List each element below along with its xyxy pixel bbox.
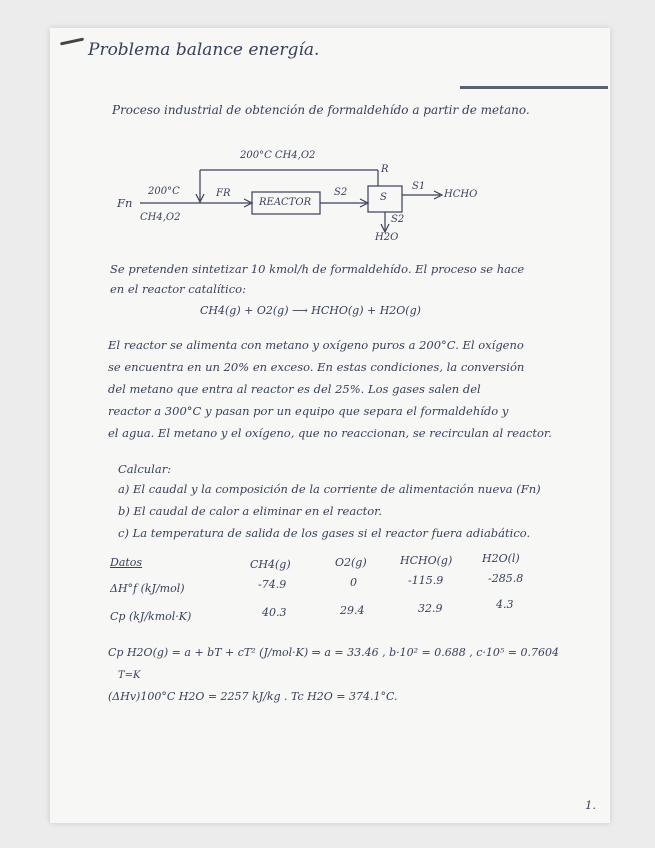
- table-value: 4.3: [496, 598, 514, 611]
- water-stream-label: S2: [391, 214, 405, 225]
- question-a: a) El caudal y la composición de la corriente de alimentación nueva (Fn): [118, 482, 541, 496]
- paragraph2-line5: el agua. El metano y el oxígeno, que no reaccionan, se recirculan al reactor.: [108, 426, 552, 440]
- cp-equation: Cp H2O(g) = a + bT + cT² (J/mol·K) ⇒ a = 33.46 , b·10² = 0.688 , c·10⁵ = 0.7604: [108, 646, 559, 659]
- paragraph1-line2: en el reactor catalítico:: [110, 282, 246, 296]
- table-value: 40.3: [262, 606, 287, 619]
- paragraph2-line1: El reactor se alimenta con metano y oxígeno puros a 200°C. El oxígeno: [108, 338, 524, 352]
- table-value: 0: [350, 576, 357, 589]
- feed-components-label: CH4,O2: [140, 212, 181, 223]
- table-col-ch4: CH4(g): [250, 558, 291, 571]
- product-label: HCHO: [444, 189, 478, 200]
- feed-temp-label: 200°C: [148, 186, 180, 197]
- water-label: H2O: [375, 232, 399, 243]
- reaction-equation: CH4(g) + O2(g) ⟶ HCHO(g) + H2O(g): [200, 304, 421, 317]
- subtitle: Proceso industrial de obtención de formaldehído a partir de metano.: [112, 103, 530, 117]
- data-header: Datos: [110, 556, 143, 569]
- feed-stream-label: Fn: [117, 196, 133, 210]
- table-value: -115.9: [408, 574, 444, 587]
- calc-header: Calcular:: [118, 462, 172, 476]
- reactor-label: REACTOR: [259, 197, 312, 208]
- paragraph2-line3: del metano que entra al reactor es del 25%. Los gases salen del: [108, 382, 481, 396]
- temperature-unit: T=K: [118, 670, 141, 681]
- recycle-stream-label: R: [381, 164, 389, 175]
- question-b: b) El caudal de calor a eliminar en el reactor.: [118, 504, 383, 518]
- table-value: 29.4: [340, 604, 365, 617]
- question-c: c) La temperatura de salida de los gases si el reactor fuera adiabático.: [118, 526, 531, 540]
- latent-heat-equation: (ΔHv)100°C H2O = 2257 kJ/kg . Tc H2O = 374.1°C.: [108, 690, 398, 703]
- table-row-label-dhf: ΔH°f (kJ/mol): [110, 582, 185, 595]
- table-value: -74.9: [258, 578, 287, 591]
- product-stream-label: S1: [412, 181, 426, 192]
- reactor-out-label: S2: [334, 187, 348, 198]
- page-title: Problema balance energía.: [88, 40, 320, 60]
- reactor-feed-label: FR: [216, 188, 231, 199]
- paragraph2-line4: reactor a 300°C y pasan por un equipo que separa el formaldehído y: [108, 404, 509, 418]
- table-col-hcho: HCHO(g): [400, 554, 453, 567]
- separator-label: S: [380, 192, 387, 203]
- table-col-o2: O2(g): [335, 556, 367, 569]
- recycle-label: 200°C CH4,O2: [240, 150, 316, 161]
- page-number: 1.: [585, 798, 596, 812]
- paragraph1-line1: Se pretenden sintetizar 10 kmol/h de formaldehído. El proceso se hace: [110, 262, 525, 276]
- table-value: 32.9: [418, 602, 443, 615]
- table-value: -285.8: [488, 572, 524, 585]
- paragraph2-line2: se encuentra en un 20% en exceso. En estas condiciones, la conversión: [108, 360, 525, 374]
- table-row-label-cp: Cp (kJ/kmol·K): [110, 610, 192, 623]
- table-col-h2o: H2O(l): [482, 552, 520, 565]
